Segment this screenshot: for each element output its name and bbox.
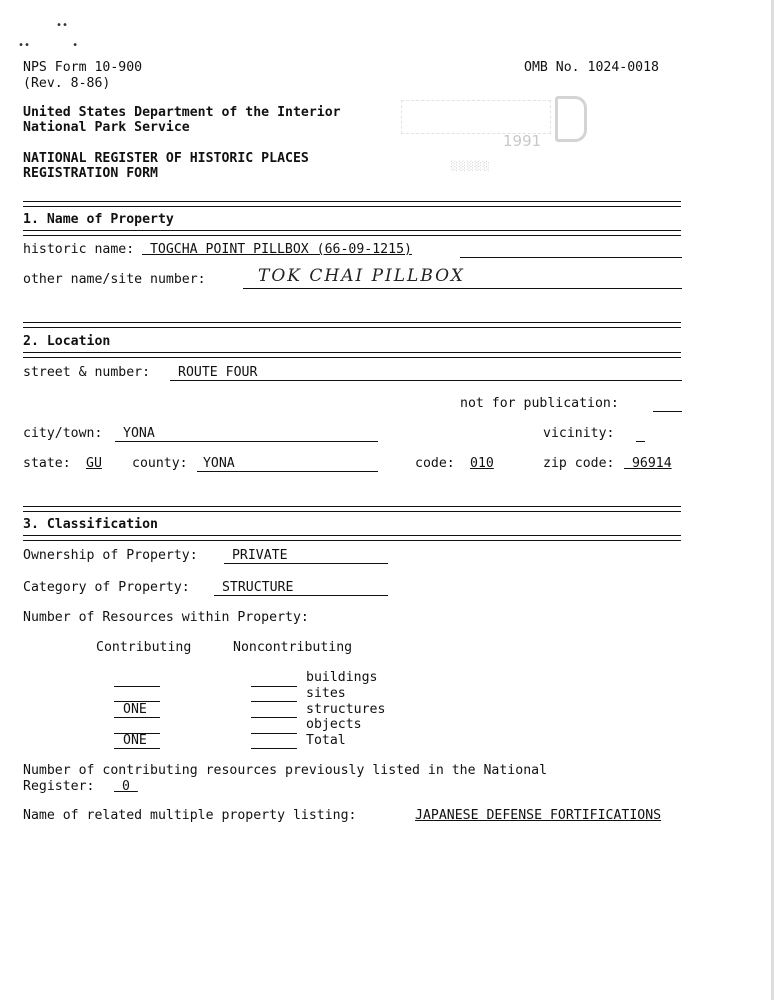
state-label: state:	[23, 456, 71, 471]
street-line	[170, 380, 682, 381]
ownership-line	[224, 563, 388, 564]
buildings-noncontributing-line	[251, 686, 297, 687]
county-line	[197, 471, 378, 472]
zip-value: 96914	[624, 456, 672, 471]
section3-heading: 3. Classification	[23, 517, 158, 532]
section1-heading: 1. Name of Property	[23, 212, 174, 227]
previously-listed-value: 0	[114, 779, 138, 794]
structures-noncontributing-line	[251, 717, 297, 718]
street-value: ROUTE FOUR	[178, 365, 258, 380]
section-divider	[23, 322, 681, 328]
city-label: city/town:	[23, 426, 103, 441]
zip-label: zip code:	[543, 456, 615, 471]
county-label: county:	[132, 456, 188, 471]
city-value: YONA	[123, 426, 155, 441]
scan-specks: •• •	[18, 40, 79, 51]
col-noncontributing: Noncontributing	[233, 640, 353, 655]
stamp-date: 1991	[503, 132, 542, 150]
section-divider	[23, 506, 681, 512]
form-id: NPS Form 10-900	[23, 60, 143, 75]
code-label: code:	[415, 456, 455, 471]
related-listing-label: Name of related multiple property listing:	[23, 808, 357, 823]
ownership-label: Ownership of Property:	[23, 548, 198, 563]
resources-label: Number of Resources within Property:	[23, 610, 309, 625]
received-stamp	[395, 92, 590, 187]
section-divider	[23, 230, 681, 236]
historic-name-value: TOGCHA POINT PILLBOX (66-09-1215)	[142, 242, 412, 257]
total-contributing-value: ONE	[123, 733, 147, 748]
row-objects: objects	[306, 717, 362, 732]
section-divider	[23, 535, 681, 541]
row-structures: structures	[306, 702, 386, 717]
other-name-label: other name/site number:	[23, 272, 206, 287]
stamp-marks: ░░░░░	[451, 162, 491, 172]
section2-heading: 2. Location	[23, 334, 111, 349]
structures-contributing-value: ONE	[123, 702, 147, 717]
omb-number: OMB No. 1024-0018	[524, 60, 659, 75]
form-revision: (Rev. 8-86)	[23, 76, 111, 91]
section-divider	[23, 201, 681, 207]
row-total: Total	[306, 733, 346, 748]
historic-name-line	[460, 257, 682, 258]
not-for-publication-line	[653, 411, 682, 412]
objects-noncontributing-line	[251, 733, 297, 734]
row-buildings: buildings	[306, 670, 378, 685]
section-divider	[23, 352, 681, 358]
category-label: Category of Property:	[23, 580, 190, 595]
street-label: street & number:	[23, 365, 151, 380]
department-name: United States Department of the Interior	[23, 105, 341, 120]
row-sites: sites	[306, 686, 346, 701]
other-name-handwritten: TOK CHAI PILLBOX	[258, 266, 465, 286]
category-value: STRUCTURE	[214, 580, 294, 595]
category-line	[214, 595, 388, 596]
col-contributing: Contributing	[96, 640, 192, 655]
code-value: 010	[470, 456, 494, 471]
vicinity-label: vicinity:	[543, 426, 615, 441]
historic-name-label: historic name:	[23, 242, 135, 257]
city-line	[115, 441, 378, 442]
vicinity-line	[636, 441, 645, 442]
sites-noncontributing-line	[251, 701, 297, 702]
service-name: National Park Service	[23, 120, 190, 135]
previously-listed-label: Register:	[23, 779, 95, 794]
county-value: YONA	[195, 456, 235, 471]
state-value: GU	[86, 456, 102, 471]
structures-contributing-line	[114, 717, 160, 718]
ownership-value: PRIVATE	[224, 548, 288, 563]
other-name-line	[243, 288, 682, 289]
total-contributing-line	[114, 748, 160, 749]
previously-listed-line1: Number of contributing resources previously listed in the National	[23, 763, 548, 778]
register-title: NATIONAL REGISTER OF HISTORIC PLACES	[23, 151, 309, 166]
buildings-contributing-line	[114, 686, 160, 687]
scan-specks: ••	[56, 20, 69, 31]
not-for-publication-label: not for publication:	[460, 396, 619, 411]
related-listing-value: JAPANESE DEFENSE FORTIFICATIONS	[415, 808, 662, 823]
total-noncontributing-line	[251, 748, 297, 749]
form-title: REGISTRATION FORM	[23, 166, 158, 181]
